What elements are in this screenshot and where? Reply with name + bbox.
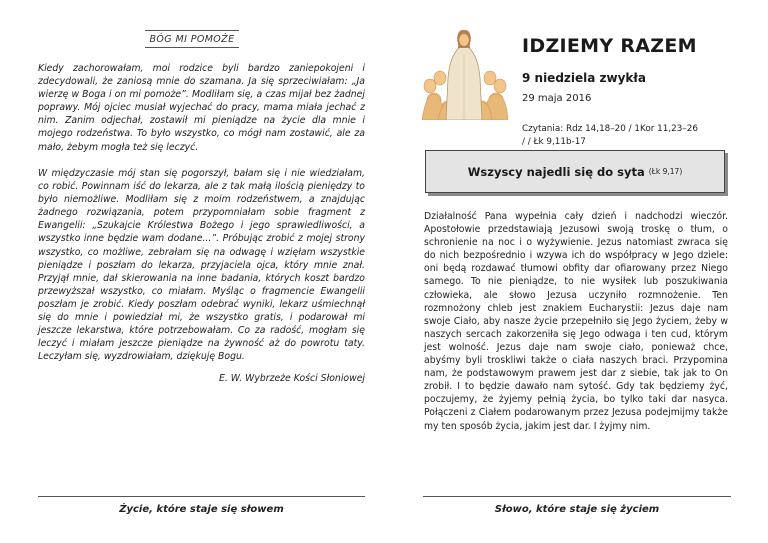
headline: Wszyscy najedli się do syta — [467, 164, 645, 179]
commentary-body: Działalność Pana wypełnia cały dzień i nadchodzi wieczór. Apostołowie przedstawiają Jezusowi swoją troskę o tłum, o schronienie na noc i o wyżywienie. Jezus natomiast zwraca się do nich bezpośrednio i wzywa ich do współpracy w Jego dziele: oni będą rozdawać tłumowi obfity dar ofiarowany przez Niego samego. To nie pieniądze, to nie wysiłek lub poszukiwania człowieka, ale słowo Jezusa uczyniło rozmnożenie. Ten rozmnożony chleb jest znakiem Eucharystii: Jezus daje nam swoje Ciało, aby nasze życie przepełniło się Jego życiem, żeby w naszych sercach zakorzeniła się Jego odwaga i ten cud, którym jest wolność. Jezus daje nam swoje ciało, ponieważ chce, abyśmy byli troskliwi także o ciała naszych braci. Przypomina nam, że podstawowym prawem jest dar z siebie, tak jak to On zrobił. I to będzie dawało nam sytość. Gdy tak będziemy żyć, poczujemy, że żyjemy pełnią życia, bo tylko taki dar nasyca. Połączeni z Ciałem podarowanym przez Jezusa podejmijmy także my ten sposób życia, jakim jest dar. I żyjmy nim. — [424, 211, 728, 432]
left-footer-text: Życie, które staje się słowem — [119, 504, 284, 515]
testimony-signature: E. W. Wybrzeże Kości Słoniowej — [219, 373, 365, 384]
bulletin-title: IDZIEMY RAZEM — [522, 35, 697, 57]
headline-box — [425, 150, 725, 193]
liturgical-sunday: 9 niedziela zwykła — [522, 71, 646, 85]
jesus-crowd-illustration-icon — [420, 28, 508, 120]
section-label: BÓG MI POMOŻE — [145, 30, 239, 48]
testimony-paragraph-2: W międzyczasie mój stan się pogorszył, bałam się i nie wiedziałam, co robić. Powinnam iść do lekarza, ale z tak małą ilością pieniędzy to było niemożliwe. Modliłam się z moim rodzeństwem, a znajdując żadnego rozwiązania, potem przypomniałam sobie fragment z Ewangelii: „Szukajcie Królestwa Bożego i jego sprawiedliwości, a wszystko inne będzie wam dodane...”. Próbując zrobić z mojej strony wszystko, co możliwe, zebrałam się na odwagę i wzięłam wszystkie pieniądze i poszłam do lekarza, przyjaciela ojca, który mnie znał. Przyjął mnie, dał skierowania na inne badania, których koszt bardzo przewyższał wszystko, co miałam. Myśląc o fragmencie Ewangelii poszłam je zrobić. Kiedy poszłam odebrać wyniki, lekarz uśmiechnął się do mnie i powiedział mi, że wszystko gratis, i podarował mi jeszcze lekarstwa, które potrzebowałam. Co za radość, mogłam się leczyć i miałam jeszcze pieniądze na żywność aż do powrotu taty. Leczyłam się, wyzdrowiałam, dziękuję Bogu. — [38, 168, 365, 363]
right-footer-text: Słowo, które staje się życiem — [494, 504, 660, 515]
left-footer-divider — [38, 496, 365, 497]
bulletin-date: 29 maja 2016 — [522, 93, 592, 104]
right-footer-divider — [423, 496, 731, 497]
readings-list: Czytania: Rdz 14,18–20 / 1Kor 11,23–26 / / Łk 9,11b-17 — [522, 124, 698, 147]
testimony-paragraph-1: Kiedy zachorowałam, moi rodzice byli bardzo zaniepokojeni i zdecydowali, że zaniosą mnie do szamana. Ja się sprzeciwiałam: „Ja wierzę w Boga i on mi pomoże”. Modliłam się, a czas mijał bez żadnej poprawy. Mój ojciec musiał wyjechać do pracy, mama miała jechać z nim. Zanim odjechał, zostawił mi pieniądze na życie dla mnie i mojego rodzeństwa. To było wszystko, co mógł nam zostawić, ale za mało, żebym mogła też się leczyć. — [38, 63, 365, 153]
headline-reference: (Łk 9,17) — [648, 167, 683, 176]
